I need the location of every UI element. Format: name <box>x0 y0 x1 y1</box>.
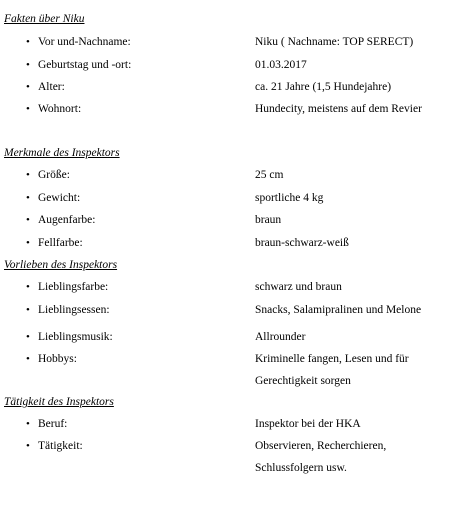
item-value-residence: Hundecity, meistens auf dem Revier <box>255 103 422 115</box>
bullet-icon: • <box>26 36 30 48</box>
item-value-fur-color: braun-schwarz-weiß <box>255 237 349 249</box>
item-value-favorite-food: Snacks, Salamipralinen und Melone <box>255 304 422 316</box>
item-value-favorite-color: schwarz und braun <box>255 281 342 293</box>
item-label-favorite-food: Lieblingsessen: <box>38 304 110 316</box>
item-value-hobbies-line1: Kriminelle fangen, Lesen und für <box>255 353 409 365</box>
item-label-eye-color: Augenfarbe: <box>38 214 96 226</box>
item-value-size: 25 cm <box>255 169 284 181</box>
item-label-fur-color: Fellfarbe: <box>38 237 83 249</box>
item-label-job: Beruf: <box>38 418 68 430</box>
item-value-activity-line1: Observieren, Recherchieren, <box>255 440 387 452</box>
item-value-favorite-music: Allrounder <box>255 331 306 343</box>
item-label-birthday: Geburtstag und -ort: <box>38 59 132 71</box>
bullet-icon: • <box>26 59 30 71</box>
item-label-residence: Wohnort: <box>38 103 82 115</box>
item-label-size: Größe: <box>38 169 70 181</box>
item-label-favorite-music: Lieblingsmusik: <box>38 331 113 343</box>
bullet-icon: • <box>26 214 30 226</box>
bullet-icon: • <box>26 237 30 249</box>
section-heading-taetigkeit: Tätigkeit des Inspektors <box>4 396 114 408</box>
item-value-age: ca. 21 Jahre (1,5 Hundejahre) <box>255 81 392 93</box>
item-label-weight: Gewicht: <box>38 192 81 204</box>
item-label-activity: Tätigkeit: <box>38 440 83 452</box>
item-value-weight: sportliche 4 kg <box>255 192 324 204</box>
item-value-job: Inspektor bei der HKA <box>255 418 361 430</box>
item-label-hobbies: Hobbys: <box>38 353 77 365</box>
bullet-icon: • <box>26 331 30 343</box>
section-heading-vorlieben: Vorlieben des Inspektors <box>4 259 118 271</box>
item-label-name: Vor und-Nachname: <box>38 36 131 48</box>
bullet-icon: • <box>26 304 30 316</box>
bullet-icon: • <box>26 103 30 115</box>
item-value-activity-line2: Schlussfolgern usw. <box>255 462 347 474</box>
bullet-icon: • <box>26 418 30 430</box>
bullet-icon: • <box>26 281 30 293</box>
item-value-eye-color: braun <box>255 214 282 226</box>
bullet-icon: • <box>26 192 30 204</box>
item-value-name: Niku ( Nachname: TOP SERECT) <box>255 36 414 48</box>
item-label-favorite-color: Lieblingsfarbe: <box>38 281 109 293</box>
bullet-icon: • <box>26 169 30 181</box>
item-value-birthday: 01.03.2017 <box>255 59 307 71</box>
item-label-age: Alter: <box>38 81 65 93</box>
section-heading-merkmale: Merkmale des Inspektors <box>4 147 120 159</box>
bullet-icon: • <box>26 353 30 365</box>
bullet-icon: • <box>26 81 30 93</box>
item-value-hobbies-line2: Gerechtigkeit sorgen <box>255 375 351 387</box>
section-heading-fakten: Fakten über Niku <box>4 13 85 25</box>
bullet-icon: • <box>26 440 30 452</box>
